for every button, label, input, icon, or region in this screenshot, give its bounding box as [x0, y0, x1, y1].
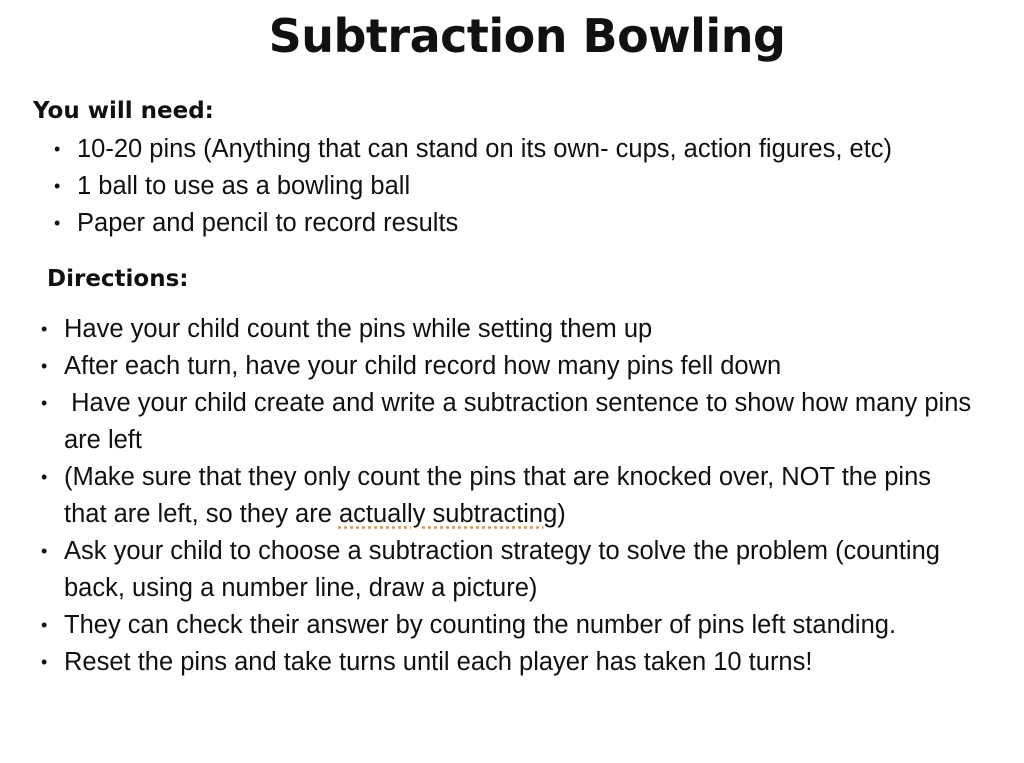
bullet-icon: •	[54, 176, 61, 196]
list-item	[54, 131, 1017, 168]
bullet-icon: •	[41, 467, 48, 487]
list-item	[54, 205, 1017, 242]
list-item	[41, 348, 974, 385]
you-will-need-heading: You will need:	[33, 98, 214, 124]
materials-list	[54, 131, 1017, 242]
bullet-icon: •	[41, 356, 48, 376]
list-item-text: Have your child count the pins while setting them up	[64, 315, 653, 343]
list-item-text: Paper and pencil to record results	[77, 209, 459, 237]
list-item-text: 1 ball to use as a bowling ball	[77, 172, 411, 200]
list-item	[54, 168, 1017, 205]
list-item-text-after: )	[557, 500, 566, 528]
list-item-text: They can check their answer by counting the number of pins left standing.	[64, 611, 897, 639]
list-item	[41, 607, 974, 644]
bullet-icon: •	[41, 615, 48, 635]
page-title: Subtraction Bowling	[268, 9, 786, 63]
bullet-icon: •	[54, 139, 61, 159]
list-item	[41, 385, 979, 459]
list-item-text: Ask your child to choose a subtraction strategy to solve the problem (counting back, using a number line, draw a picture)	[64, 537, 940, 602]
list-item	[41, 533, 974, 607]
bullet-icon: •	[41, 393, 48, 413]
list-item	[41, 459, 974, 533]
directions-heading: Directions:	[47, 266, 189, 292]
list-item	[41, 311, 974, 348]
list-item	[41, 644, 974, 681]
list-item-text: Have your child create and write a subtraction sentence to show how many pins are left	[64, 389, 979, 454]
list-item-text-before: (Make sure that they only count the pins that are knocked over, NOT the pins that are left, so they are	[64, 463, 931, 528]
list-item-text: 10-20 pins (Anything that can stand on its own- cups, action figures, etc)	[77, 135, 893, 163]
bullet-icon: •	[41, 541, 48, 561]
list-item-text: Reset the pins and take turns until each player has taken 10 turns!	[64, 648, 813, 676]
spellcheck-underlined-text: actually subtracting	[338, 500, 558, 528]
bullet-icon: •	[41, 319, 48, 339]
list-item-text: After each turn, have your child record how many pins fell down	[64, 352, 782, 380]
bullet-icon: •	[54, 213, 61, 233]
directions-list	[41, 311, 979, 681]
bullet-icon: •	[41, 652, 48, 672]
